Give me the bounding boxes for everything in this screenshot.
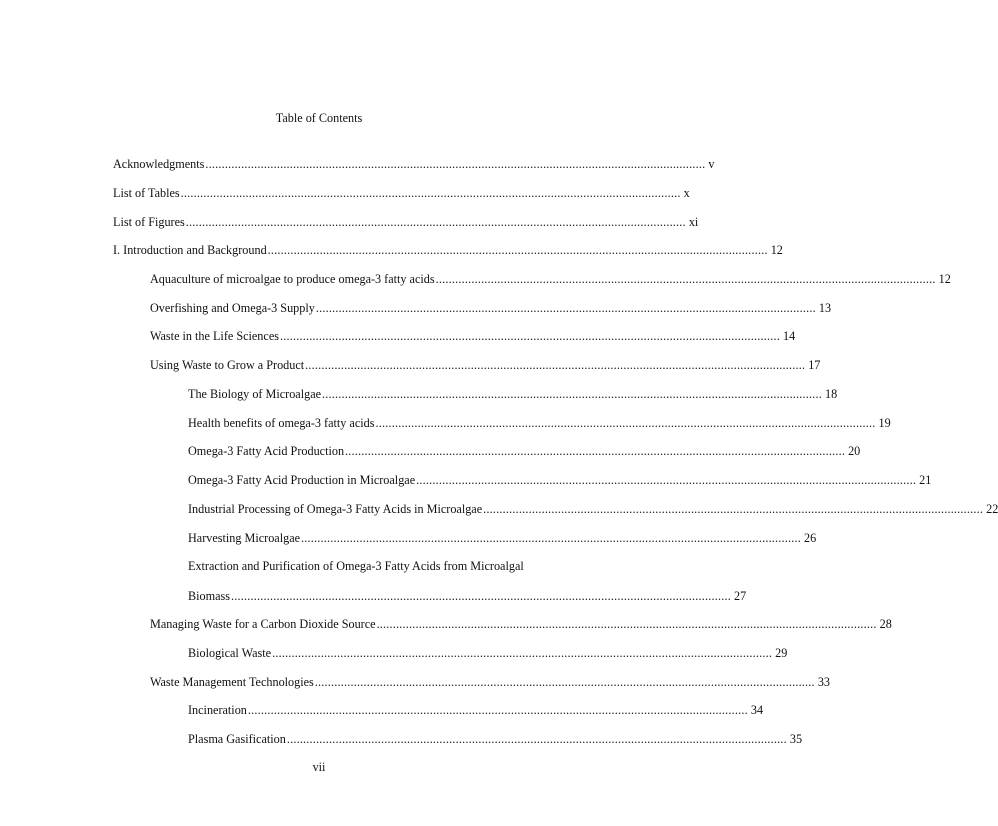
toc-entry-label: Waste in the Life Sciences [150, 329, 279, 343]
toc-entry-label: Harvesting Microalgae [188, 531, 301, 545]
toc-entry-label: Waste Management Technologies [150, 675, 314, 689]
toc-entry-page: 12 [770, 243, 783, 257]
dot-leader: .......................................................................................................................................................... [483, 502, 984, 516]
dot-leader: .......................................................................................................................................................... [230, 589, 732, 603]
toc-entry-label: Plasma Gasification [188, 732, 286, 746]
toc-entry-label: Health benefits of omega-3 fatty acids [188, 416, 375, 430]
dot-leader: .......................................................................................................................................................... [279, 329, 780, 343]
toc-entry-label: Managing Waste for a Carbon Dioxide Source [150, 617, 376, 631]
toc-entry-page: 18 [825, 387, 838, 401]
toc-entry-label: I. Introduction and Background [113, 243, 267, 257]
toc-entry-aquaculture[interactable] [150, 271, 951, 287]
dot-leader: .......................................................................................................................................................... [315, 301, 816, 315]
toc-entry-page: 12 [938, 272, 951, 286]
toc-entry-introduction[interactable] [113, 242, 783, 258]
toc-entry-page: 29 [775, 646, 788, 660]
toc-entry-page: 17 [808, 358, 821, 372]
toc-entry-waste-management[interactable] [150, 674, 830, 690]
toc-entry-page: 28 [879, 617, 892, 631]
toc-entry-biology-microalgae[interactable] [188, 386, 838, 402]
toc-entry-page: 34 [750, 703, 764, 717]
toc-entry-label: The Biology of Microalgae [188, 387, 322, 401]
page-number: vii [312, 760, 326, 774]
toc-entry-incineration[interactable] [188, 702, 764, 718]
toc-entry-label: Biological Waste [188, 646, 272, 660]
dot-leader: .......................................................................................................................................................... [180, 186, 681, 200]
dot-leader: .......................................................................................................................................................... [185, 215, 686, 229]
toc-entry-label: Aquaculture of microalgae to produce omega-3 fatty acids [150, 272, 435, 286]
toc-entry-page: 26 [804, 531, 817, 545]
toc-entry-page: 14 [783, 329, 796, 343]
toc-entry-omega3-production-microalgae[interactable] [188, 472, 932, 488]
toc-entry-omega3-production[interactable] [188, 443, 861, 459]
toc-entry-overfishing[interactable] [150, 300, 832, 316]
toc-entry-managing-waste[interactable] [150, 616, 892, 632]
toc-entry-using-waste[interactable] [150, 357, 821, 373]
toc-entry-page: 22 [986, 502, 998, 516]
dot-leader: .......................................................................................................................................................... [272, 646, 773, 660]
toc-entry-list-of-figures[interactable] [113, 214, 699, 230]
toc-entry-page: x [683, 186, 690, 200]
dot-leader: .......................................................................................................................................................... [301, 531, 802, 545]
toc-entry-label: List of Tables [113, 186, 180, 200]
toc-entry-industrial-processing[interactable] [188, 501, 998, 517]
dot-leader: .......................................................................................................................................................... [267, 243, 768, 257]
dot-leader: .......................................................................................................................................................... [375, 416, 876, 430]
toc-entry-page: 20 [848, 444, 861, 458]
toc-entry-label: List of Figures [113, 215, 185, 229]
dot-leader: .......................................................................................................................................................... [305, 358, 806, 372]
toc-entry-plasma-gasification[interactable] [188, 731, 803, 747]
toc-entry-page: 35 [789, 732, 803, 746]
toc-entry-page: v [708, 157, 715, 171]
dot-leader: .......................................................................................................................................................... [435, 272, 936, 286]
toc-entry-label: Incineration [188, 703, 247, 717]
dot-leader: .......................................................................................................................................................... [416, 473, 917, 487]
toc-entry-harvesting[interactable] [188, 530, 817, 546]
toc-entry-extraction-line2[interactable] [188, 588, 747, 604]
toc-entry-page: 13 [818, 301, 832, 315]
toc-entry-label: Biomass [188, 589, 230, 603]
dot-leader: .......................................................................................................................................................... [376, 617, 877, 631]
toc-entry-label: Omega-3 Fatty Acid Production in Microalgae [188, 473, 416, 487]
toc-entry-label: Using Waste to Grow a Product [150, 358, 305, 372]
toc-entry-page: 21 [919, 473, 932, 487]
page-title: Table of Contents [275, 111, 363, 125]
toc-entry-biological-waste[interactable] [188, 645, 788, 661]
toc-entry-page: xi [688, 215, 699, 229]
dot-leader: .......................................................................................................................................................... [322, 387, 823, 401]
toc-entry-page: 27 [734, 589, 747, 603]
dot-leader: .......................................................................................................................................................... [205, 157, 706, 171]
dot-leader: .......................................................................................................................................................... [286, 732, 787, 746]
toc-entry-health-benefits[interactable] [188, 415, 891, 431]
toc-entry-page: 19 [878, 416, 891, 430]
toc-entry-page: 33 [817, 675, 830, 689]
toc-entry-label: Acknowledgments [113, 157, 205, 171]
toc-entry-acknowledgments[interactable] [113, 156, 715, 172]
toc-entry-label: Omega-3 Fatty Acid Production [188, 444, 345, 458]
dot-leader: .......................................................................................................................................................... [314, 675, 815, 689]
dot-leader: .......................................................................................................................................................... [345, 444, 846, 458]
toc-entry-label: Industrial Processing of Omega-3 Fatty Acids in Microalgae [188, 502, 483, 516]
toc-entry-extraction-line1[interactable]: Extraction and Purification of Omega-3 Fatty Acids from Microalgal [188, 559, 524, 573]
dot-leader: .......................................................................................................................................................... [247, 703, 748, 717]
toc-entry-label: Overfishing and Omega-3 Supply [150, 301, 315, 315]
toc-entry-list-of-tables[interactable] [113, 185, 690, 201]
toc-entry-waste-life-sciences[interactable] [150, 328, 796, 344]
